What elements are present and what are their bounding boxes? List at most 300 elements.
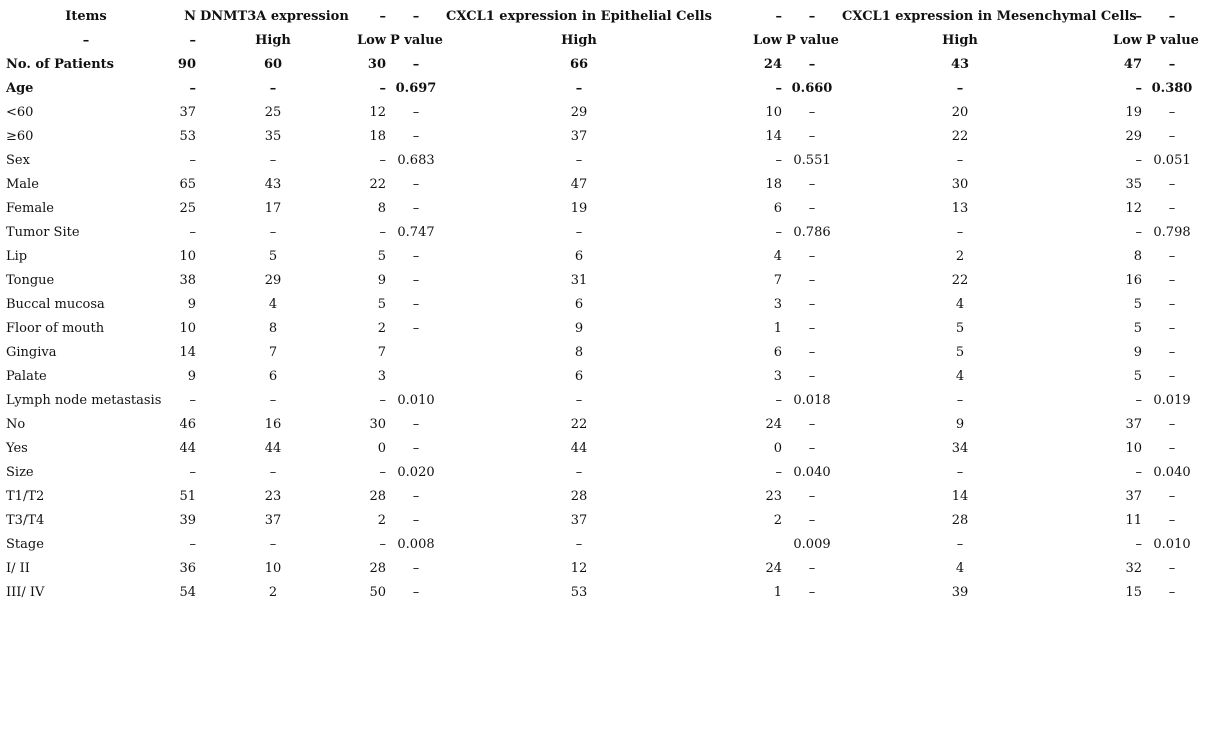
table-cell: – — [1168, 272, 1176, 288]
table-cell: 5 — [377, 248, 386, 264]
row-label-cell: I/ II — [6, 560, 30, 576]
table-cell: 9 — [1133, 344, 1142, 360]
table-cell: 5 — [1133, 296, 1142, 312]
table-cell: – — [1135, 536, 1142, 552]
table-cell: 6 — [574, 248, 584, 264]
table-subheader-row — [4, 28, 1200, 52]
subheader-col-3: Low — [356, 32, 386, 48]
row-label-cell: T3/T4 — [6, 512, 45, 528]
row-label-cell: Sex — [6, 152, 30, 168]
table-cell: 50 — [369, 584, 386, 600]
table-cell: – — [189, 224, 196, 240]
table-cell: 28 — [369, 488, 386, 504]
table-cell: 13 — [951, 200, 969, 216]
table-cell: 10 — [765, 104, 782, 120]
table-cell: 23 — [264, 488, 282, 504]
table-cell: 10 — [179, 320, 196, 336]
table-cell: 9 — [955, 416, 965, 432]
table-cell: – — [379, 152, 386, 168]
table-cell: 39 — [179, 512, 196, 528]
table-cell: 23 — [765, 488, 782, 504]
table-cell: – — [808, 200, 816, 216]
header-col-1: N — [184, 8, 196, 24]
table-cell: 1 — [773, 320, 782, 336]
table-cell: – — [1168, 416, 1176, 432]
table-cell: – — [775, 464, 782, 480]
table-cell: – — [412, 512, 420, 528]
table-cell: 8 — [377, 200, 386, 216]
table-cell: – — [808, 416, 816, 432]
row-label-cell: Tumor Site — [6, 224, 80, 240]
table-row — [4, 364, 1200, 388]
table-cell — [388, 364, 444, 388]
header-col-9: – — [1135, 8, 1142, 24]
table-row — [4, 100, 1200, 124]
table-cell: – — [956, 392, 964, 408]
table-cell: 30 — [367, 56, 386, 72]
row-label-cell: Female — [6, 200, 54, 216]
table-row — [4, 388, 1200, 412]
table-cell: 9 — [574, 320, 584, 336]
header-col-10: – — [1168, 8, 1176, 24]
table-row — [4, 148, 1200, 172]
table-cell: – — [575, 224, 583, 240]
table-cell: – — [808, 176, 816, 192]
table-cell: 28 — [369, 560, 386, 576]
table-cell: 0.040 — [1153, 464, 1191, 480]
table-cell: 54 — [179, 584, 196, 600]
row-label-cell: <60 — [6, 104, 34, 120]
table-cell: 6 — [773, 200, 782, 216]
table-cell: 90 — [177, 56, 196, 72]
table-cell: – — [575, 464, 583, 480]
table-cell: 19 — [1125, 104, 1142, 120]
table-cell: – — [808, 56, 816, 72]
table-cell: 37 — [179, 104, 196, 120]
table-cell: 3 — [377, 368, 386, 384]
table-cell: 0.798 — [1153, 224, 1191, 240]
table-cell: 0.018 — [793, 392, 831, 408]
table-cell: 3 — [773, 296, 782, 312]
subheader-col-10: P value — [1146, 32, 1199, 48]
table-cell: 5 — [377, 296, 386, 312]
table-cell: 14 — [951, 488, 969, 504]
table-cell: 2 — [268, 584, 278, 600]
table-cell: 4 — [268, 296, 278, 312]
table-cell: 7 — [377, 344, 386, 360]
table-cell: 0.697 — [395, 80, 437, 96]
table-cell: 8 — [574, 344, 584, 360]
table-cell: 44 — [179, 440, 196, 456]
table-cell: 38 — [179, 272, 196, 288]
table-cell: – — [412, 176, 420, 192]
table-cell: 0.010 — [397, 392, 435, 408]
table-cell: 17 — [264, 200, 282, 216]
table-cell: 47 — [570, 176, 588, 192]
table-cell: 10 — [179, 248, 196, 264]
table-cell: 37 — [570, 512, 588, 528]
row-label-cell: No — [6, 416, 26, 432]
table-cell: 0.009 — [793, 536, 831, 552]
table-cell: – — [412, 56, 420, 72]
table-cell: 43 — [950, 56, 970, 72]
table-cell: 12 — [570, 560, 588, 576]
table-cell: – — [575, 80, 583, 96]
table-cell: 43 — [264, 176, 282, 192]
table-cell: 6 — [268, 368, 278, 384]
table-cell: – — [1168, 368, 1176, 384]
subheader-col-9: Low — [1112, 32, 1142, 48]
table-cell: 8 — [268, 320, 278, 336]
table-cell: 19 — [570, 200, 588, 216]
table-cell: 6 — [574, 296, 584, 312]
table-cell: 51 — [179, 488, 196, 504]
table-cell: 60 — [263, 56, 283, 72]
table-cell: 37 — [1125, 488, 1142, 504]
table-cell: – — [412, 296, 420, 312]
table-cell: – — [189, 80, 196, 96]
table-cell: – — [412, 320, 420, 336]
header-col-3: – — [379, 8, 386, 24]
table-cell: – — [775, 224, 782, 240]
table-cell: 6 — [773, 344, 782, 360]
table-cell — [714, 532, 784, 556]
subheader-col-6: Low — [752, 32, 782, 48]
row-label-cell: Male — [6, 176, 39, 192]
table-cell: 14 — [179, 344, 196, 360]
row-label-cell: ≥60 — [6, 128, 34, 144]
table-cell: – — [412, 560, 420, 576]
table-cell: 11 — [1125, 512, 1142, 528]
table-cell: 31 — [570, 272, 588, 288]
table-cell: – — [1168, 296, 1176, 312]
table-cell: 15 — [1125, 584, 1142, 600]
table-cell: 9 — [377, 272, 386, 288]
table-cell: 10 — [264, 560, 282, 576]
table-cell: 37 — [570, 128, 588, 144]
table-header-row — [4, 4, 1200, 28]
subheader-col-0: – — [82, 32, 90, 48]
table-cell: 30 — [951, 176, 969, 192]
table-cell: – — [189, 536, 196, 552]
table-cell: – — [379, 464, 386, 480]
table-cell: 22 — [369, 176, 386, 192]
table-row — [4, 484, 1200, 508]
table-cell: – — [1135, 224, 1142, 240]
row-label-cell: Buccal mucosa — [6, 296, 105, 312]
table-cell: 0.380 — [1151, 80, 1193, 96]
table-cell: – — [1168, 584, 1176, 600]
row-label-cell: Age — [6, 80, 34, 96]
table-cell: 10 — [1125, 440, 1142, 456]
table-cell: – — [1168, 320, 1176, 336]
table-cell: 4 — [773, 248, 782, 264]
table-cell: 25 — [264, 104, 282, 120]
table-cell: 39 — [951, 584, 969, 600]
table-cell: 5 — [955, 320, 965, 336]
table-cell: – — [808, 512, 816, 528]
table-cell: – — [1135, 152, 1142, 168]
table-cell: 24 — [765, 560, 782, 576]
table-cell: – — [1168, 488, 1176, 504]
table-cell: – — [808, 584, 816, 600]
table-cell: – — [379, 80, 386, 96]
header-col-4: – — [412, 8, 420, 24]
table-cell: 12 — [369, 104, 386, 120]
table-cell: 35 — [1125, 176, 1142, 192]
table-cell: 0.660 — [791, 80, 833, 96]
table-cell: – — [412, 416, 420, 432]
row-label-cell: Tongue — [6, 272, 55, 288]
table-cell: – — [808, 128, 816, 144]
subheader-col-2: High — [255, 32, 291, 48]
table-cell: – — [775, 152, 782, 168]
table-cell: – — [269, 464, 277, 480]
table-cell: – — [412, 440, 420, 456]
table-row — [4, 268, 1200, 292]
table-cell: 28 — [570, 488, 588, 504]
subheader-col-4: P value — [390, 32, 443, 48]
table-row — [4, 76, 1200, 100]
table-cell: 9 — [187, 296, 196, 312]
table-cell: 14 — [765, 128, 782, 144]
table-cell — [388, 340, 444, 364]
table-cell: – — [808, 344, 816, 360]
table-cell: 0.747 — [397, 224, 435, 240]
table-cell: – — [808, 440, 816, 456]
table-cell: – — [412, 104, 420, 120]
table-cell: 0.019 — [1153, 392, 1191, 408]
table-cell: 0 — [773, 440, 782, 456]
row-label-cell: Palate — [6, 368, 47, 384]
row-label-cell: Yes — [6, 440, 28, 456]
table-cell: 29 — [1125, 128, 1142, 144]
header-col-0: Items — [65, 8, 107, 24]
table-row — [4, 340, 1200, 364]
table-cell: 18 — [369, 128, 386, 144]
table-cell: – — [1168, 104, 1176, 120]
header-col-7: – — [808, 8, 816, 24]
table-cell: 24 — [765, 416, 782, 432]
table-cell: 29 — [264, 272, 282, 288]
table-cell: 7 — [268, 344, 278, 360]
table-row — [4, 556, 1200, 580]
table-cell: 24 — [763, 56, 782, 72]
table-cell: – — [956, 152, 964, 168]
row-label-cell: Gingiva — [6, 344, 57, 360]
table-cell: – — [775, 392, 782, 408]
header-col-6: – — [775, 8, 782, 24]
row-label-cell: Size — [6, 464, 34, 480]
table-cell: 16 — [1125, 272, 1142, 288]
table-cell: 9 — [187, 368, 196, 384]
table-cell: 28 — [951, 512, 969, 528]
table-cell: – — [1168, 440, 1176, 456]
row-label-cell: Lymph node metastasis — [6, 392, 162, 408]
subheader-col-1: – — [189, 32, 196, 48]
table-cell: – — [1168, 200, 1176, 216]
table-cell: – — [412, 272, 420, 288]
table-cell: 2 — [377, 512, 386, 528]
table-cell: 65 — [179, 176, 196, 192]
table-cell: 5 — [1133, 368, 1142, 384]
table-cell: – — [379, 536, 386, 552]
table-row — [4, 220, 1200, 244]
table-cell: – — [808, 248, 816, 264]
table-cell: – — [269, 80, 277, 96]
table-cell: – — [412, 128, 420, 144]
table-cell: – — [269, 392, 277, 408]
table-cell: 5 — [1133, 320, 1142, 336]
table-row — [4, 52, 1200, 76]
table-cell: 1 — [773, 584, 782, 600]
row-label-cell: Lip — [6, 248, 28, 264]
row-label-cell: III/ IV — [6, 584, 45, 600]
table-cell: – — [1168, 512, 1176, 528]
table-cell: 37 — [264, 512, 282, 528]
table-row — [4, 292, 1200, 316]
table-cell: – — [189, 464, 196, 480]
table-cell: – — [956, 464, 964, 480]
table-cell: 53 — [179, 128, 196, 144]
table-cell: – — [808, 320, 816, 336]
table-cell: 53 — [570, 584, 588, 600]
table-cell: – — [379, 392, 386, 408]
table-cell: – — [412, 248, 420, 264]
table-cell: 4 — [955, 296, 965, 312]
table-cell: 8 — [1133, 248, 1142, 264]
table-row — [4, 460, 1200, 484]
table-cell: 0.010 — [1153, 536, 1191, 552]
table-row — [4, 196, 1200, 220]
header-col-2: DNMT3A expression — [200, 8, 349, 24]
table-cell: 16 — [264, 416, 282, 432]
table-cell: 47 — [1123, 56, 1142, 72]
table-cell: 36 — [179, 560, 196, 576]
table-cell: – — [808, 560, 816, 576]
table-cell: – — [189, 152, 196, 168]
table-cell: 22 — [951, 272, 969, 288]
table-cell: – — [1135, 464, 1142, 480]
table-cell: 0.020 — [397, 464, 435, 480]
table-cell: 5 — [268, 248, 278, 264]
table-cell: – — [189, 392, 196, 408]
table-cell: 0.683 — [397, 152, 435, 168]
table-cell: – — [1168, 248, 1176, 264]
table-cell: 4 — [955, 560, 965, 576]
table-row — [4, 244, 1200, 268]
table-cell: – — [808, 104, 816, 120]
table-cell: 20 — [951, 104, 969, 120]
table-cell: 22 — [570, 416, 588, 432]
table-cell: 44 — [264, 440, 282, 456]
table-cell: 34 — [951, 440, 969, 456]
table-row — [4, 172, 1200, 196]
subheader-col-8: High — [942, 32, 978, 48]
table-cell: 2 — [773, 512, 782, 528]
table-cell: 3 — [773, 368, 782, 384]
table-cell: – — [412, 200, 420, 216]
table-cell: – — [1168, 56, 1176, 72]
table-cell: 46 — [179, 416, 196, 432]
table-row — [4, 436, 1200, 460]
table-cell: 0.008 — [397, 536, 435, 552]
table-cell: – — [575, 152, 583, 168]
table-cell: – — [808, 488, 816, 504]
table-row — [4, 508, 1200, 532]
table-cell: – — [956, 80, 964, 96]
row-label-cell: No. of Patients — [6, 56, 115, 72]
table-cell: – — [956, 224, 964, 240]
table-cell: – — [808, 368, 816, 384]
clinical-characteristics-table — [4, 4, 1200, 604]
table-cell: – — [775, 80, 782, 96]
table-cell: 7 — [773, 272, 782, 288]
table-cell: 0.040 — [793, 464, 831, 480]
table-cell: 37 — [1125, 416, 1142, 432]
table-cell: – — [412, 584, 420, 600]
table-cell: 25 — [179, 200, 196, 216]
table-cell: – — [269, 224, 277, 240]
table-cell: 12 — [1125, 200, 1142, 216]
table-cell: – — [1168, 560, 1176, 576]
row-label-cell: Stage — [6, 536, 44, 552]
table-cell: – — [1135, 392, 1142, 408]
table-cell: 44 — [570, 440, 588, 456]
table-row — [4, 532, 1200, 556]
header-col-8: CXCL1 expression in Mesenchymal Cells — [842, 8, 1137, 24]
table-cell: – — [575, 536, 583, 552]
table-cell: 35 — [264, 128, 282, 144]
table-cell: 0.551 — [793, 152, 831, 168]
table-cell: 18 — [765, 176, 782, 192]
table-row — [4, 124, 1200, 148]
table-cell: 0.786 — [793, 224, 831, 240]
table-cell: – — [269, 536, 277, 552]
table-cell: 2 — [955, 248, 965, 264]
table-body — [4, 52, 1200, 604]
table-cell: 0 — [377, 440, 386, 456]
table-cell: – — [269, 152, 277, 168]
table-cell: – — [1168, 128, 1176, 144]
table-cell: 30 — [369, 416, 386, 432]
row-label-cell: Floor of mouth — [6, 320, 105, 336]
table-cell: – — [808, 296, 816, 312]
table-row — [4, 412, 1200, 436]
table-cell: – — [1168, 344, 1176, 360]
table-cell: 4 — [955, 368, 965, 384]
table-cell: 29 — [570, 104, 588, 120]
table-cell: – — [379, 224, 386, 240]
table-cell: – — [1135, 80, 1142, 96]
table-cell: 22 — [951, 128, 969, 144]
table-cell: 5 — [955, 344, 965, 360]
table-cell: – — [808, 272, 816, 288]
table-cell: – — [956, 536, 964, 552]
table-row — [4, 580, 1200, 604]
row-label-cell: T1/T2 — [6, 488, 45, 504]
subheader-col-7: P value — [786, 32, 839, 48]
subheader-col-5: High — [561, 32, 597, 48]
table-cell: – — [575, 392, 583, 408]
table-row — [4, 316, 1200, 340]
table-cell: 6 — [574, 368, 584, 384]
table-cell: 32 — [1125, 560, 1142, 576]
table-cell: 66 — [569, 56, 589, 72]
table-cell: 0.051 — [1153, 152, 1191, 168]
table-cell: 2 — [377, 320, 386, 336]
header-col-5: CXCL1 expression in Epithelial Cells — [446, 8, 712, 24]
